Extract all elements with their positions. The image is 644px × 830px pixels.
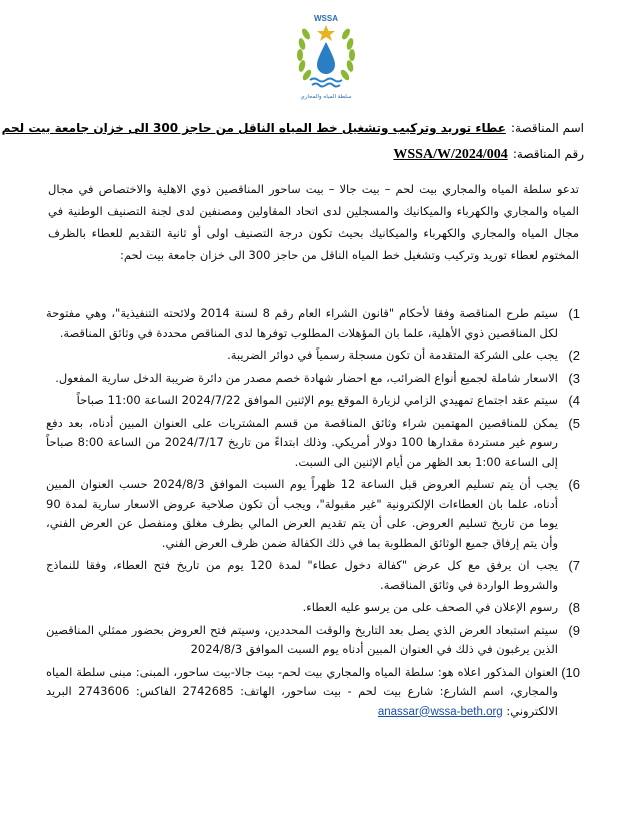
list-item: [46, 475, 580, 553]
item-number: 1): [568, 306, 580, 321]
tender-number-line: [393, 143, 584, 163]
item-text-container: [46, 663, 558, 723]
list-item: [46, 663, 580, 723]
tender-number-label: رقم المناقصة:: [512, 147, 584, 161]
list-item: [46, 598, 580, 618]
item-text: يمكن للمناقصين المهتمين شراء وثائق المناقصة من قسم المشتريات على العنوان المبين أدناه، بعد دفع رسوم غير مستردة مقدارها 100 دولار أمريكي. وذلك ابتداءً من تاريخ 2024/7/17 من الساعة 8:00 صباحاً إلى الساعة 1:00 بعد الظهر من أيام الإثنين الى السبت.: [46, 415, 558, 469]
item-text: الاسعار شاملة لجميع أنواع الضرائب، مع احضار شهادة خصم مصدر من دائرة ضريبة الدخل سارية المفعول.: [55, 370, 558, 385]
list-item: [46, 391, 580, 411]
item-number: 6): [568, 477, 580, 492]
list-item: [46, 346, 580, 366]
item-text: سيتم استبعاد العرض الذي يصل بعد التاريخ والوقت المحددين، وسيتم فتح العروض بحضور ممثلي المناقصين الذين يرغبون في ذلك في العنوان المبين أدناه يوم السبت الموافق 2024/8/3: [46, 622, 558, 656]
list-item: [46, 556, 580, 595]
item-number: 4): [568, 393, 580, 408]
tender-name-label: اسم المناقصة:: [510, 121, 584, 135]
item-text: العنوان المذكور اعلاه هو: سلطة المياه والمجاري بيت لحم- بيت جالا-بيت ساحور، المبنى: مبنى سلطة المياه والمجاري، اسم الشارع: شارع بيت لحم - بيت ساحور، الهاتف: 2742685 الفاكس: 2743606 البريد الالكتروني:: [46, 664, 558, 718]
list-item: [46, 304, 580, 343]
item-text: يجب على الشركة المتقدمة أن تكون مسجلة رسمياً في دوائر الضريبة.: [227, 348, 558, 362]
item-number: 2): [568, 348, 580, 363]
water-waves-icon: [310, 79, 342, 87]
item-number: 10): [561, 664, 580, 680]
logo-subtitle: سلطة المياه والمجاري: [300, 94, 352, 100]
water-drop-icon: [317, 42, 335, 74]
item-number: 9): [568, 622, 580, 638]
tender-name-line: [2, 117, 584, 136]
tender-number-value: WSSA/W/2024/004: [393, 147, 508, 162]
list-item: [46, 369, 580, 389]
email-link[interactable]: anassar@wssa-beth.org: [377, 705, 503, 718]
item-text: رسوم الإعلان في الصحف على من يرسو عليه العطاء.: [302, 600, 558, 614]
conditions-list: [46, 304, 580, 725]
star-icon: [317, 25, 335, 41]
item-text: سيتم عقد اجتماع تمهيدي الزامي لزيارة الموقع يوم الإثنين الموافق 2024/7/22 الساعة 11:00 صباحاً: [76, 393, 558, 407]
item-number: 5): [568, 415, 580, 431]
item-text: يجب أن يتم تسليم العروض قبل الساعة 12 ظهراً يوم السبت الموافق 2024/8/3 حسب العنوان المبين أدناه، علما بان العطاءات الإلكترونية "غير مقبولة"، ويجب أن تكون صلاحية عروض الاسعار سارية لمدة 90 يوما من تاريخ تسليم العروض. على أن يتم تقديم العرض المالي بظرف مغلق ومنفصل عن العرض الفني، وأن يتم إرفاق جميع الوثائق المطلوبة بما في ذلك الكفالة ضمن ظرف العرض الفني.: [46, 477, 559, 550]
list-item: [46, 621, 580, 660]
item-text: يجب ان يرفق مع كل عرض "كفالة دخول عطاء" لمدة 120 يوم من تاريخ فتح العطاء، وفقا للنماذج والشروط الواردة في وثائق المناقصة.: [46, 558, 559, 592]
item-number: 7): [568, 558, 580, 573]
item-text: سيتم طرح المناقصة وفقا لأحكام "قانون الشراء العام رقم 8 لسنة 2014 ولائحته التنفيذية"، وهي مفتوحة لكل المناقصين ذوي الأهلية، علما بان المؤهلات المطلوب توفرها لدى المناقص محددة في وثائق المناقصة.: [46, 306, 558, 340]
tender-name-value: عطاء توريد وتركيب وتشغيل خط المياه الناقل من حاجز 300 الى خزان جامعة بيت لحم: [1, 121, 506, 135]
intro-paragraph: تدعو سلطة المياه والمجاري بيت لحم – بيت جالا – بيت ساحور المناقصين ذوي الاهلية والاختصاص في مجال المياه والمجاري والكهرباء والميكانيك والمسجلين لدى اتحاد المقاولين ومصنفين لدى لجنة التصنيف الوطنية في مجال المياه والمجاري والكهرباء والميكانيك بحيث تكون درجة التصنيف اولى أو ثانية التقديم للعطاء بالظرف المختوم لعطاء توريد وتركيب وتشغيل خط المياه الناقل من حاجز 300 الى خزان جامعة بيت لحم:: [48, 182, 579, 262]
list-item: [46, 414, 580, 473]
item-number: 3): [568, 370, 580, 386]
wssa-logo: [286, 12, 366, 106]
logo-acronym: WSSA: [314, 14, 338, 23]
item-number: 8): [568, 600, 580, 615]
